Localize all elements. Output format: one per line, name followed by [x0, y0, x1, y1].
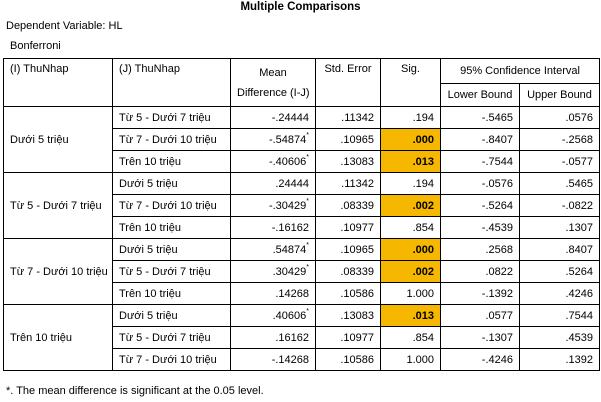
sig-cell: .194 — [381, 173, 441, 195]
significance-star: * — [306, 241, 309, 249]
upper-bound-cell: .1392 — [520, 349, 600, 371]
header-lower-bound: Lower Bound — [441, 84, 520, 107]
j-category-cell: Từ 5 - Dưới 7 triệu — [113, 327, 231, 349]
std-error-cell: .10586 — [316, 283, 381, 305]
std-error-cell: .10977 — [316, 327, 381, 349]
sig-cell: .002 — [381, 195, 441, 217]
mean-difference-cell — [231, 173, 316, 195]
lower-bound-cell: -.1307 — [441, 327, 520, 349]
mean-difference-cell — [231, 151, 316, 173]
table-row — [4, 239, 600, 261]
sig-cell: .854 — [381, 327, 441, 349]
lower-bound-cell: .0822 — [441, 261, 520, 283]
std-error-cell: .13083 — [316, 305, 381, 327]
significance-star: * — [306, 307, 309, 315]
significance-star: * — [306, 153, 309, 161]
j-category-cell: Dưới 5 triệu — [113, 305, 231, 327]
j-category-cell: Dưới 5 triệu — [113, 173, 231, 195]
mean-difference-value: -.40606 — [268, 155, 307, 168]
mean-difference-value: -.54874 — [268, 133, 307, 146]
lower-bound-cell: -.7544 — [441, 151, 520, 173]
header-std-error: Std. Error — [316, 59, 381, 107]
sig-cell: .002 — [381, 261, 441, 283]
lower-bound-cell: -.4539 — [441, 217, 520, 239]
std-error-cell: .08339 — [316, 261, 381, 283]
sig-cell: .013 — [381, 151, 441, 173]
std-error-cell: .13083 — [316, 151, 381, 173]
upper-bound-cell: .4539 — [520, 327, 600, 349]
mean-difference-cell — [231, 327, 316, 349]
j-category-cell: Từ 7 - Dưới 10 triệu — [113, 195, 231, 217]
significance-star: * — [306, 131, 309, 139]
std-error-cell: .10586 — [316, 349, 381, 371]
method-label: Bonferroni — [10, 40, 61, 52]
upper-bound-cell: -.0822 — [520, 195, 600, 217]
significance-star: * — [306, 197, 309, 205]
j-category-cell: Dưới 5 triệu — [113, 239, 231, 261]
lower-bound-cell: -.0576 — [441, 173, 520, 195]
mean-difference-cell — [231, 107, 316, 129]
lower-bound-cell: -.1392 — [441, 283, 520, 305]
mean-difference-value: -.30429 — [268, 199, 307, 212]
multiple-comparisons-table — [3, 58, 600, 371]
mean-difference-value: .24444 — [275, 177, 309, 190]
std-error-cell: .08339 — [316, 195, 381, 217]
header-i-thunhap: (I) ThuNhap — [4, 59, 113, 107]
sig-cell: .854 — [381, 217, 441, 239]
upper-bound-cell: .5264 — [520, 261, 600, 283]
upper-bound-cell: .5465 — [520, 173, 600, 195]
header-mean-difference — [231, 59, 316, 107]
mean-difference-cell — [231, 239, 316, 261]
j-category-cell: Trên 10 triệu — [113, 151, 231, 173]
table-row — [4, 305, 600, 327]
lower-bound-cell: .2568 — [441, 239, 520, 261]
sig-cell: .013 — [381, 305, 441, 327]
mean-difference-cell — [231, 217, 316, 239]
std-error-cell: .11342 — [316, 173, 381, 195]
mean-difference-cell — [231, 349, 316, 371]
sig-cell: 1.000 — [381, 283, 441, 305]
group-label: Từ 7 - Dưới 10 triệu — [4, 239, 113, 305]
footnote: *. The mean difference is significant at the 0.05 level. — [6, 385, 264, 397]
std-error-cell: .11342 — [316, 107, 381, 129]
header-sig: Sig. — [381, 59, 441, 107]
upper-bound-cell: -.0577 — [520, 151, 600, 173]
lower-bound-cell: -.8407 — [441, 129, 520, 151]
header-mean-line1: Mean — [259, 66, 287, 79]
mean-difference-cell — [231, 129, 316, 151]
j-category-cell: Từ 5 - Dưới 7 triệu — [113, 107, 231, 129]
mean-difference-cell — [231, 283, 316, 305]
header-mean-line2: Difference (I-J) — [237, 86, 310, 99]
upper-bound-cell: .8407 — [520, 239, 600, 261]
sig-cell: 1.000 — [381, 349, 441, 371]
table-row — [4, 107, 600, 129]
header-confidence-interval: 95% Confidence Interval — [441, 59, 600, 84]
mean-difference-cell — [231, 195, 316, 217]
j-category-cell: Từ 7 - Dưới 10 triệu — [113, 349, 231, 371]
j-category-cell: Trên 10 triệu — [113, 283, 231, 305]
sig-cell: .194 — [381, 107, 441, 129]
std-error-cell: .10977 — [316, 217, 381, 239]
table-title: Multiple Comparisons — [240, 1, 361, 13]
sig-cell: .000 — [381, 129, 441, 151]
upper-bound-cell: -.2568 — [520, 129, 600, 151]
sig-cell: .000 — [381, 239, 441, 261]
mean-difference-value: -.14268 — [271, 353, 309, 366]
table-row — [4, 173, 600, 195]
lower-bound-cell: -.4246 — [441, 349, 520, 371]
header-upper-bound: Upper Bound — [520, 84, 600, 107]
mean-difference-value: .14268 — [275, 287, 309, 300]
mean-difference-value: .54874 — [272, 243, 307, 256]
mean-difference-cell — [231, 261, 316, 283]
mean-difference-value: -.16162 — [271, 221, 309, 234]
header-j-thunhap: (J) ThuNhap — [113, 59, 231, 107]
group-label: Trên 10 triệu — [4, 305, 113, 371]
std-error-cell: .10965 — [316, 129, 381, 151]
mean-difference-value: .16162 — [275, 331, 309, 344]
mean-difference-value: .30429 — [272, 265, 307, 278]
mean-difference-value: -.24444 — [271, 111, 309, 124]
upper-bound-cell: .1307 — [520, 217, 600, 239]
lower-bound-cell: -.5465 — [441, 107, 520, 129]
dependent-variable-label: Dependent Variable: HL — [6, 20, 123, 32]
j-category-cell: Trên 10 triệu — [113, 217, 231, 239]
j-category-cell: Từ 7 - Dưới 10 triệu — [113, 129, 231, 151]
significance-star: * — [306, 263, 309, 271]
group-label: Dưới 5 triệu — [4, 107, 113, 173]
mean-difference-value: .40606 — [272, 309, 307, 322]
upper-bound-cell: .7544 — [520, 305, 600, 327]
mean-difference-cell — [231, 305, 316, 327]
j-category-cell: Từ 5 - Dưới 7 triệu — [113, 261, 231, 283]
lower-bound-cell: .0577 — [441, 305, 520, 327]
std-error-cell: .10965 — [316, 239, 381, 261]
group-label: Từ 5 - Dưới 7 triệu — [4, 173, 113, 239]
upper-bound-cell: .4246 — [520, 283, 600, 305]
upper-bound-cell: .0576 — [520, 107, 600, 129]
lower-bound-cell: -.5264 — [441, 195, 520, 217]
